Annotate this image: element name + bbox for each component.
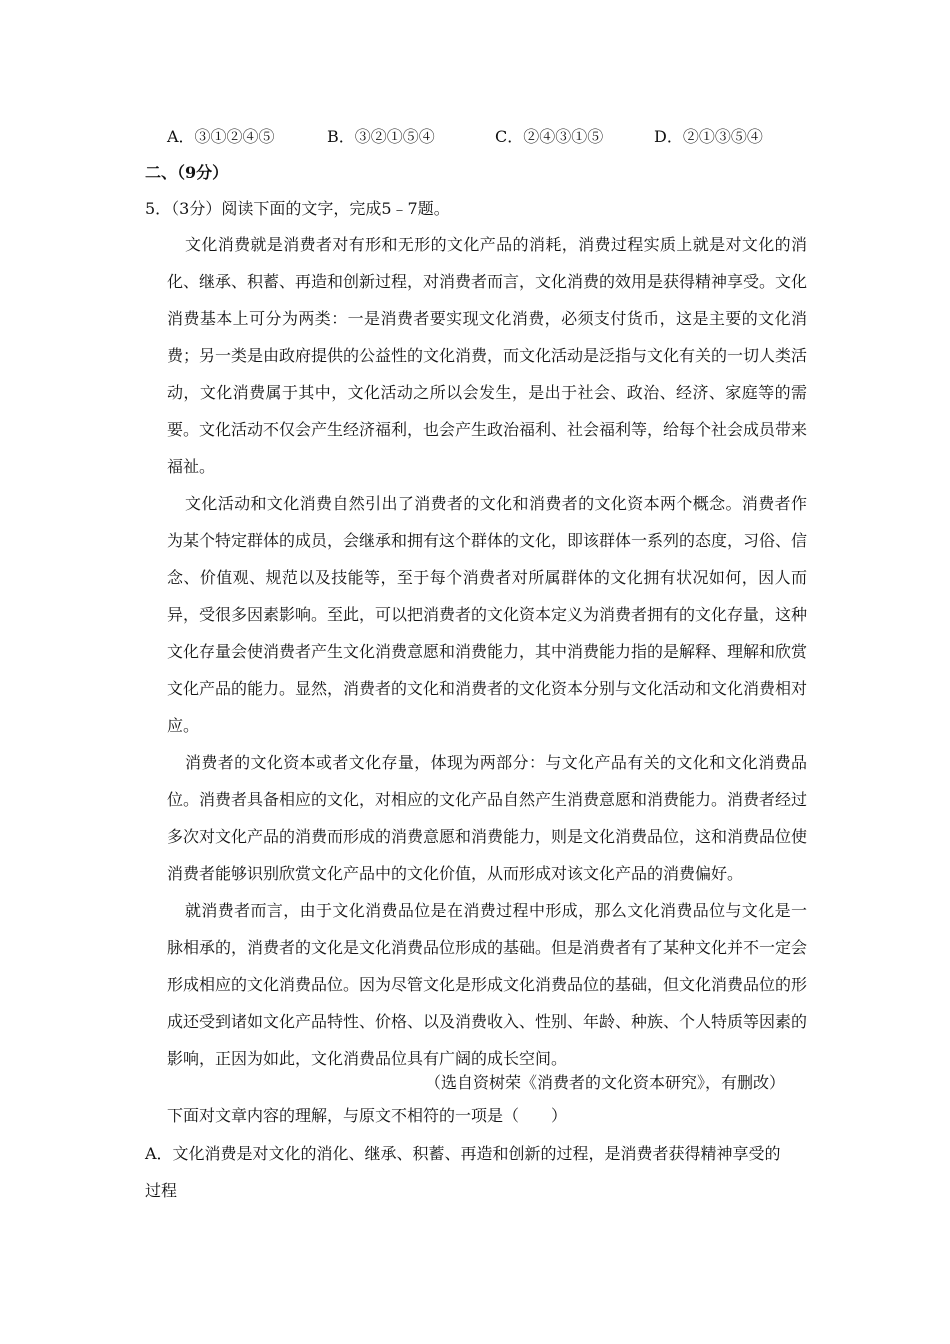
option-a[interactable]: A．③①②④⑤ (167, 127, 275, 146)
option-b[interactable]: B．③②①⑤④ (327, 127, 435, 146)
passage-paragraph-1: 文化消费就是消费者对有形和无形的文化产品的消耗，消费过程实质上就是对文化的消化、继承、积蓄、再造和创新过程，对消费者而言，文化消费的效用是获得精神享受。文化消费基本上可分为两类：一是消费者要实现文化消费，必须支付货币，这是主要的文化消费；另一类是由政府提供的公益性的文化消费，而文化活动是泛指与文化有关的一切人类活动，文化消费属于其中，文化活动之所以会发生，是出于社会、政治、经济、家庭等的需要。文化活动不仅会产生经济福利，也会产生政治福利、社会福利等，给每个社会成员带来福祉。 (167, 235, 808, 476)
passage-paragraph-3: 消费者的文化资本或者文化存量，体现为两部分：与文化产品有关的文化和文化消费品位。消费者具备相应的文化，对相应的文化产品自然产生消费意愿和消费能力。消费者经过多次对文化产品的消费而形成的消费意愿和消费能力，则是文化消费品位，这和消费品位使消费者能够识别欣赏文化产品中的文化价值，从而形成对该文化产品的消费偏好。 (167, 753, 808, 883)
question-stem: 5．（3分）阅读下面的文字，完成5﹣7题。 (145, 199, 450, 218)
passage-paragraph-2: 文化活动和文化消费自然引出了消费者的文化和消费者的文化资本两个概念。消费者作为某个特定群体的成员，会继承和拥有这个群体的文化，即该群体一系列的态度，习俗、信念、价值观、规范以及技能等，至于每个消费者对所属群体的文化拥有状况如何，因人而异，受很多因素影响。至此，可以把消费者的文化资本定义为消费者拥有的文化存量，这种文化存量会使消费者产生文化消费意愿和消费能力，其中消费能力指的是解释、理解和欣赏文化产品的能力。显然，消费者的文化和消费者的文化资本分别与文化活动和文化消费相对应。 (167, 494, 808, 735)
choice-a-line-2: 过程 (145, 1181, 178, 1200)
passage-source: （选自资树荣《消费者的文化资本研究》，有删改） (425, 1073, 786, 1092)
section-heading: 二、（9分） (145, 163, 229, 182)
choice-a[interactable] (145, 1135, 809, 1209)
passage-paragraph-4: 就消费者而言，由于文化消费品位是在消费过程中形成，那么文化消费品位与文化是一脉相承的，消费者的文化是文化消费品位形成的基础。但是消费者有了某种文化并不一定会形成相应的文化消费品位。因为尽管文化是形成文化消费品位的基础，但文化消费品位的形成还受到诸如文化产品特性、价格、以及消费收入、性别、年龄、种族、个人特质等因素的影响，正因为如此，文化消费品位具有广阔的成长空间。 (167, 901, 808, 1068)
option-c[interactable]: C．②④③①⑤ (495, 127, 604, 146)
sub-question-prompt: 下面对文章内容的理解，与原文不相符的一项是（ ） (167, 1106, 568, 1125)
reading-passage (167, 226, 807, 1077)
option-d[interactable]: D．②①③⑤④ (654, 127, 763, 146)
choice-a-line-1: A．文化消费是对文化的消化、继承、积蓄、再造和创新的过程，是消费者获得精神享受的 (145, 1144, 781, 1163)
